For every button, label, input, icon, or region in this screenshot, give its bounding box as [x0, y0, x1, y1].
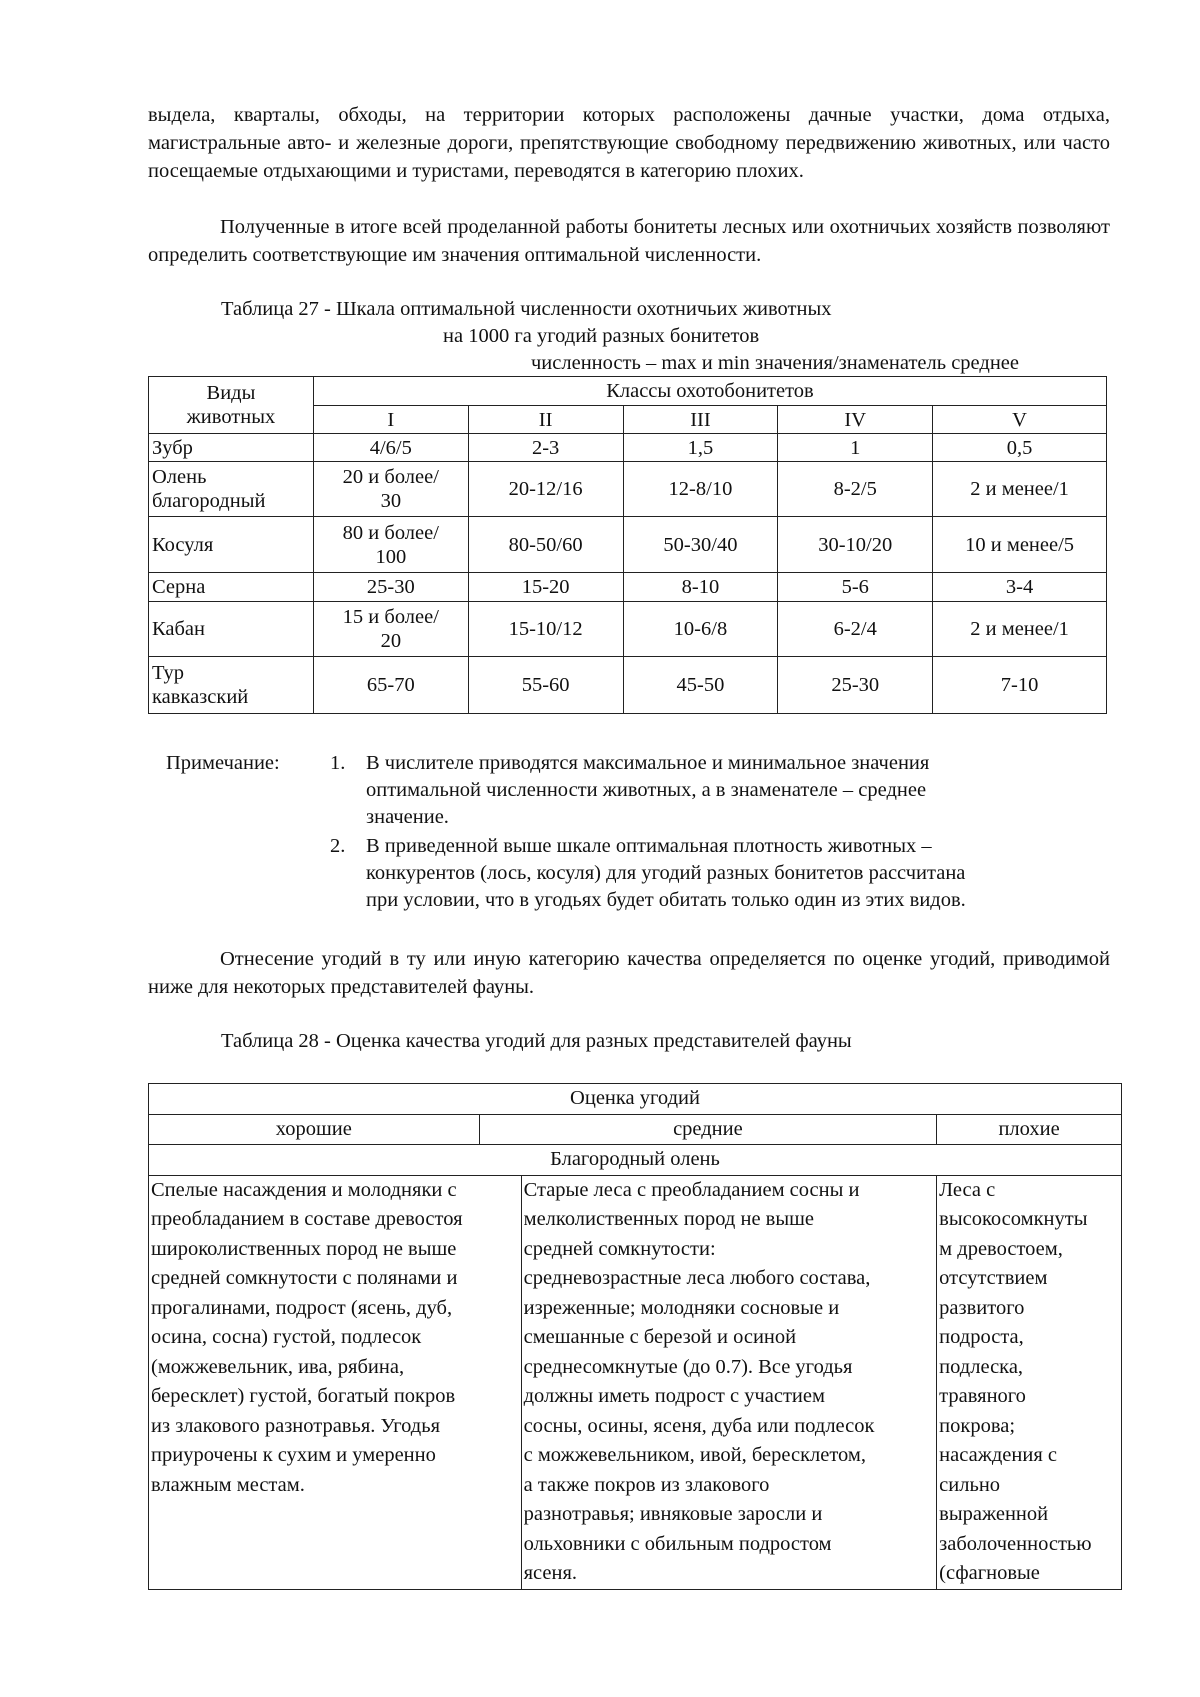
value-cell: 2 и менее/1: [933, 462, 1107, 517]
table27-class-header: IV: [778, 406, 933, 434]
value-cell: 65-70: [313, 657, 468, 714]
species-cell: Олень благородный: [149, 462, 314, 517]
table28-good-cell: Спелые насаждения и молодняки с преобладанием в составе древостоя широколиственных пород не выше средней сомкнутости с полянами и прогалинами, подрост (ясень, дуб, осина, сосна) густой, подлесок (можжевельник, ива, рябина, бересклет) густой, богатый покров из злакового разнотравья. Угодья приурочены к сухим и умеренно влажным местам.: [149, 1175, 522, 1589]
species-cell: Зубр: [149, 434, 314, 462]
value-cell: 20-12/16: [468, 462, 623, 517]
value-cell: 25-30: [778, 657, 933, 714]
table27-unit-note: численность – max и min значения/знаменатель среднее: [531, 352, 1019, 374]
value-cell: 15 и более/ 20: [313, 602, 468, 657]
table27-row: [149, 517, 1107, 573]
value-cell: 5-6: [778, 573, 933, 602]
table27-class-header: III: [623, 406, 778, 434]
table28-caption: Таблица 28 - Оценка качества угодий для разных представителей фауны: [221, 1030, 852, 1052]
table27-row: [149, 602, 1107, 657]
table28-col-good: хорошие: [149, 1114, 480, 1145]
value-cell: 15-10/12: [468, 602, 623, 657]
table27: [148, 376, 1107, 714]
note-number: 1.: [330, 752, 346, 774]
value-cell: 10 и менее/5: [933, 517, 1107, 573]
value-cell: 20 и более/ 30: [313, 462, 468, 517]
value-cell: 2-3: [468, 434, 623, 462]
table27-class-header: V: [933, 406, 1107, 434]
table27-header-classes: Классы охотобонитетов: [313, 377, 1106, 406]
value-cell: 2 и менее/1: [933, 602, 1107, 657]
value-cell: 25-30: [313, 573, 468, 602]
value-cell: 4/6/5: [313, 434, 468, 462]
note-list: [330, 750, 1110, 916]
table27-caption-line2: на 1000 га угодий разных бонитетов: [443, 325, 760, 347]
intro-paragraph: выдела, кварталы, обходы, на территории которых расположены дачные участки, дома отдыха, магистральные авто- и железные дороги, препятствующие свободному передвижению животных, или часто посещаемые отдыхающими и туристами, переводятся в категорию плохих.: [148, 104, 1110, 182]
table28-header: Оценка угодий: [149, 1084, 1122, 1115]
value-cell: 12-8/10: [623, 462, 778, 517]
table27-class-header: I: [313, 406, 468, 434]
table27-row: [149, 434, 1107, 462]
value-cell: 8-10: [623, 573, 778, 602]
value-cell: 45-50: [623, 657, 778, 714]
species-cell: Косуля: [149, 517, 314, 573]
category-paragraph: Отнесение угодий в ту или иную категорию качества определяется по оценке угодий, приводимой ниже для некоторых представителей фауны.: [148, 948, 1110, 998]
table28-poor-cell: Леса с высокосомкнуты м древостоем, отсутствием развитого подроста, подлеска, травяного покрова; насаждения с сильно выраженной заболоченностью (сфагновые: [937, 1175, 1122, 1589]
table27-header-species: Виды животных: [149, 377, 314, 434]
species-cell: Кабан: [149, 602, 314, 657]
note-item: 1. В числителе приводятся максимальное и минимальное значения оптимальной численности животных, а в знаменателе – среднее значение.: [330, 752, 930, 828]
table28-section-title: Благородный олень: [149, 1145, 1122, 1176]
table27-row: [149, 462, 1107, 517]
value-cell: 8-2/5: [778, 462, 933, 517]
value-cell: 50-30/40: [623, 517, 778, 573]
value-cell: 0,5: [933, 434, 1107, 462]
value-cell: 1,5: [623, 434, 778, 462]
table27-row: [149, 657, 1107, 714]
value-cell: 1: [778, 434, 933, 462]
species-cell: Тур кавказский: [149, 657, 314, 714]
value-cell: 80 и более/ 100: [313, 517, 468, 573]
value-cell: 30-10/20: [778, 517, 933, 573]
value-cell: 15-20: [468, 573, 623, 602]
value-cell: 55-60: [468, 657, 623, 714]
table28: [148, 1083, 1122, 1590]
table27-caption-line1: Таблица 27 - Шкала оптимальной численности охотничьих животных: [221, 298, 832, 320]
note-number: 2.: [330, 835, 346, 857]
species-cell: Серна: [149, 573, 314, 602]
value-cell: 6-2/4: [778, 602, 933, 657]
note-label: Примечание:: [166, 752, 280, 774]
note-item: 2. В приведенной выше шкале оптимальная плотность животных – конкурентов (лось, косуля) для угодий разных бонитетов рассчитана при условии, что в угодьях будет обитать только один из этих видов.: [330, 835, 966, 911]
value-cell: 7-10: [933, 657, 1107, 714]
value-cell: 3-4: [933, 573, 1107, 602]
table27-row: [149, 573, 1107, 602]
table28-col-poor: плохие: [937, 1114, 1122, 1145]
value-cell: 80-50/60: [468, 517, 623, 573]
table28-medium-cell: Старые леса с преобладанием сосны и мелколиственных пород не выше средней сомкнутости: средневозрастные леса любого состава, изреженные; молодняки сосновые и смешанные с березой и осиной среднесомкнутые (до 0.7). Все угодья должны иметь подрост с участием сосны, осины, ясеня, дуба или подлесок с можжевельником, ивой, бересклетом, а также покров из злакового разнотравья; ивняковые заросли и ольховники с обильным подростом ясеня.: [521, 1175, 937, 1589]
value-cell: 10-6/8: [623, 602, 778, 657]
table28-col-medium: средние: [479, 1114, 937, 1145]
bonitet-paragraph: Полученные в итоге всей проделанной работы бонитеты лесных или охотничьих хозяйств позволяют определить соответствующие им значения оптимальной численности.: [148, 216, 1110, 266]
table27-class-header: II: [468, 406, 623, 434]
